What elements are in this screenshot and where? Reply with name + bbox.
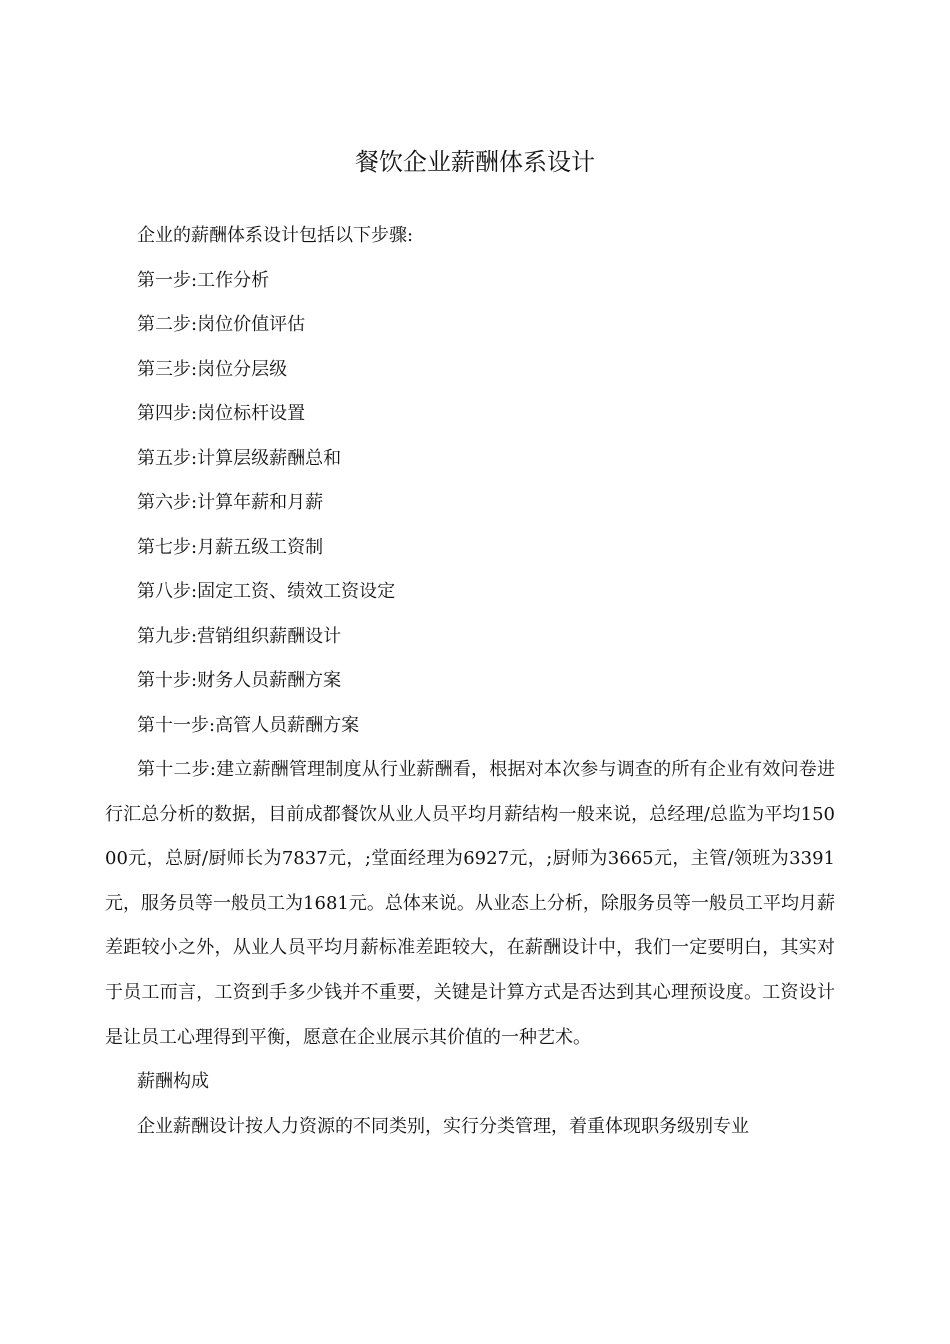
step-9: 第九步:营销组织薪酬设计 bbox=[137, 625, 342, 647]
step-7: 第七步:月薪五级工资制 bbox=[137, 536, 324, 558]
step-3: 第三步:岗位分层级 bbox=[137, 358, 288, 380]
step-5: 第五步:计算层级薪酬总和 bbox=[137, 447, 342, 469]
document-body bbox=[105, 214, 835, 1149]
section-heading: 薪酬构成 bbox=[137, 1071, 209, 1093]
page-title: 餐饮企业薪酬体系设计 bbox=[355, 148, 595, 176]
step-8: 第八步:固定工资、绩效工资设定 bbox=[137, 581, 396, 602]
final-paragraph: 企业薪酬设计按人力资源的不同类别，实行分类管理，着重体现职务级别专业 bbox=[137, 1115, 749, 1137]
step-4: 第四步:岗位标杆设置 bbox=[137, 403, 306, 424]
intro-line: 企业的薪酬体系设计包括以下步骤: bbox=[137, 225, 414, 246]
step-6: 第六步:计算年薪和月薪 bbox=[137, 492, 324, 513]
step-2: 第二步:岗位价值评估 bbox=[137, 314, 306, 335]
step-12-paragraph: 第十二步:建立薪酬管理制度从行业薪酬看，根据对本次参与调查的所有企业有效问卷进行汇总分析的数据，目前成都餐饮从业人员平均月薪结构一般来说，总经理/总监为平均15000元，总厨/厨师长为7837元，;堂面经理为6927元，;厨师为3665元，主管/领班为3391元，服务员等一般员工为1681元。总体来说。从业态上分析，除服务员等一般员工平均月薪差距较小之外，从业人员平均月薪标准差距较大，在薪酬设计中，我们一定要明白，其实对于员工而言，工资到手多少钱并不重要，关键是计算方式是否达到其心理预设度。工资设计是让员工心理得到平衡，愿意在企业展示其价值的一种艺术。 bbox=[105, 759, 835, 1048]
step-10: 第十步:财务人员薪酬方案 bbox=[137, 670, 342, 691]
step-1: 第一步:工作分析 bbox=[137, 269, 270, 291]
step-11: 第十一步:高管人员薪酬方案 bbox=[137, 714, 360, 736]
